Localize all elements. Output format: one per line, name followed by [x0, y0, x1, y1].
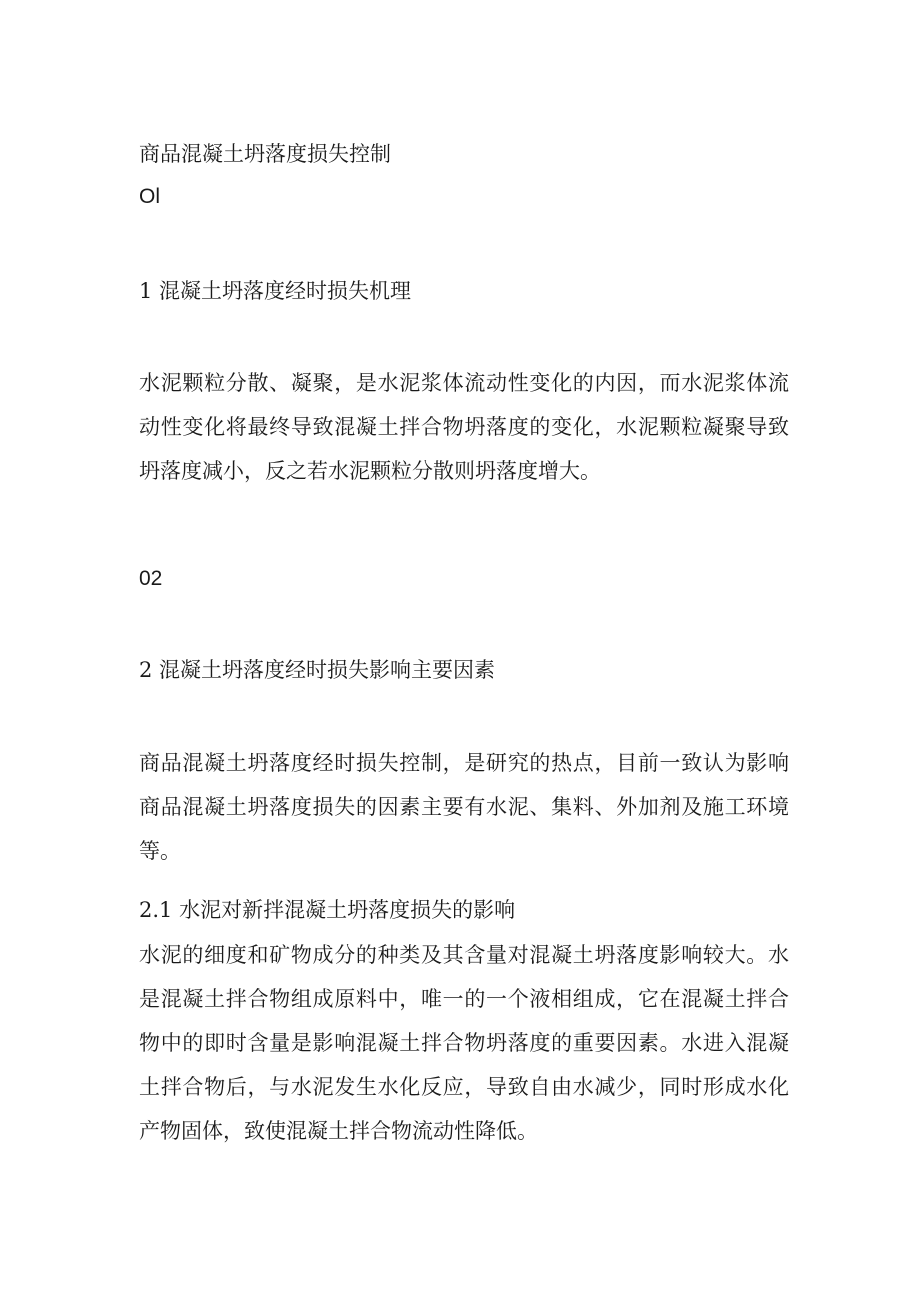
section-2-heading: 2 混凝土坍落度经时损失影响主要因素	[139, 658, 496, 682]
section-02-marker: 02	[139, 567, 163, 590]
section-1-heading: 1 混凝土坍落度经时损失机理	[139, 279, 412, 303]
section-2-1-paragraph: 水泥的细度和矿物成分的种类及其含量对混凝土坍落度影响较大。水是混凝土拌合物组成原料中，唯一的一个液相组成，它在混凝土拌合物中的即时含量是影响混凝土拌合物坍落度的重要因素。水进入混凝土拌合物后，与水泥发生水化反应，导致自由水减少，同时形成水化产物固体，致使混凝土拌合物流动性降低。	[139, 943, 789, 1143]
section-2-1-heading: 2.1 水泥对新拌混凝土坍落度损失的影响	[139, 898, 516, 922]
section-2-paragraph: 商品混凝土坍落度经时损失控制，是研究的热点，目前一致认为影响商品混凝土坍落度损失的因素主要有水泥、集料、外加剂及施工环境等。	[139, 751, 789, 863]
document-title: 商品混凝土坍落度损失控制	[139, 142, 391, 166]
section-01-marker: Ol	[139, 185, 160, 208]
section-1-paragraph: 水泥颗粒分散、凝聚，是水泥浆体流动性变化的内因，而水泥浆体流动性变化将最终导致混凝土拌合物坍落度的变化，水泥颗粒凝聚导致坍落度减小，反之若水泥颗粒分散则坍落度增大。	[139, 371, 789, 483]
